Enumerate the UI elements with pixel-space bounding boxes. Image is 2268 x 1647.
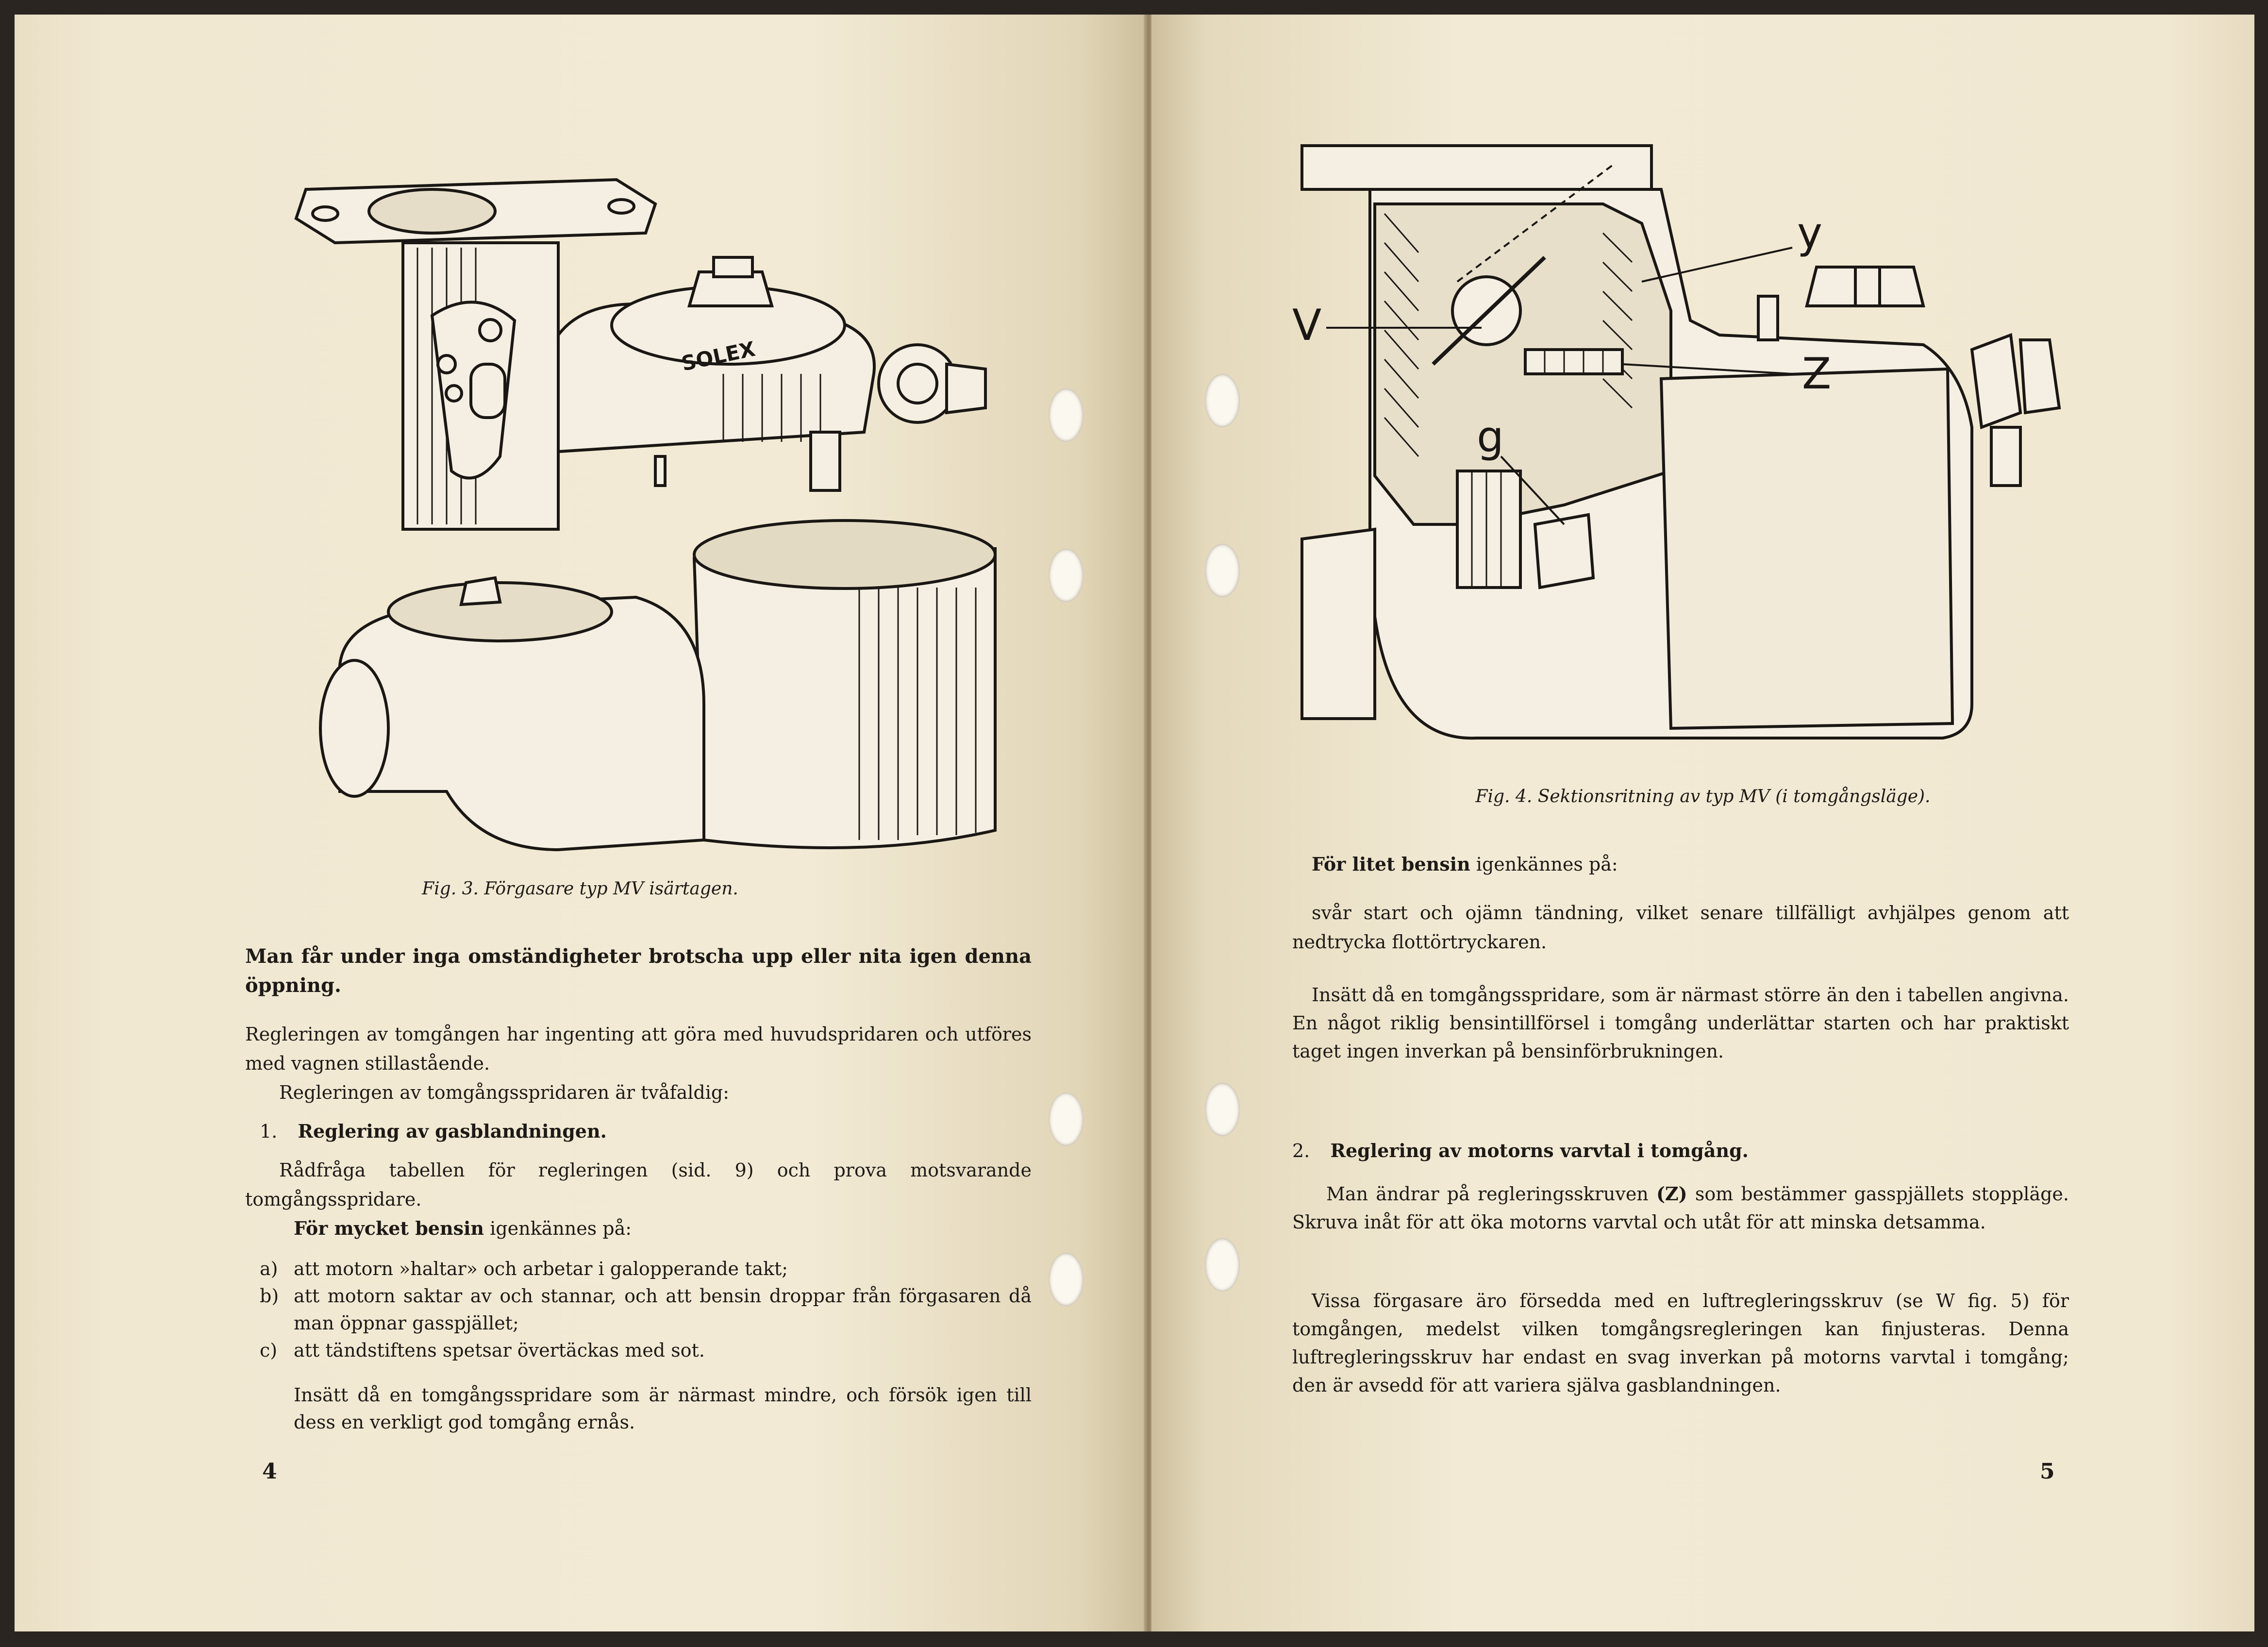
paragraph-air-screw: Vissa förgasare äro försedda med en luftregleringsskruv (se W fig. 5) för tomgången, medelst vilken tomgångsregleringen kan finjusteras. Denna luftregleringsskruv har endast en svag inverkan på motorns varvtal i tomgång; den är avsedd för att variera själva gasblandningen. — [1292, 1290, 2069, 1396]
section-2-number: 2. — [1292, 1140, 1310, 1161]
punch-hole — [1049, 549, 1084, 602]
page-5 — [1151, 15, 2254, 1631]
punch-hole — [1049, 1092, 1084, 1146]
list-item — [260, 1255, 1032, 1282]
label-v: V — [1292, 300, 1322, 350]
paragraph-idle-regulation: Regleringen av tomgången har ingenting att göra med huvudspridaren och utföres med vagnen stillastående. — [245, 1024, 1032, 1074]
paragraph-regulating-screw — [1292, 1180, 2069, 1236]
paragraph-consult-table: Rådfråga tabellen för regleringen (sid. 9) och prova motsvarande tomgångsspridare. — [245, 1160, 1032, 1210]
label-z: Z — [1802, 349, 1832, 399]
symptom-list — [260, 1255, 1032, 1364]
paragraph-regulating-screw-b: som bestämmer gasspjällets stoppläge. Skruva inåt för att öka motorns varvtal och utåt för att minska detsamma. — [1292, 1183, 2069, 1233]
too-much-fuel-rest: igenkännes på: — [484, 1218, 632, 1239]
punch-hole — [1049, 1253, 1084, 1306]
warning-text: Man får under inga omständigheter brotscha upp eller nita igen denna öppning. — [245, 945, 1032, 997]
figure-3-carburetor-disassembled — [286, 160, 1024, 864]
label-y: y — [1797, 208, 1823, 258]
page-number-left: 4 — [262, 1459, 277, 1484]
punch-hole — [1205, 1083, 1240, 1136]
solex-brand-text: SOLEX — [679, 336, 757, 376]
section-2-heading — [1292, 1136, 2069, 1165]
paragraph-insert-larger: Insätt då en tomgångsspridare, som är närmast större än den i tabellen angivna. En något riklig bensintillförsel i tomgång underlättar starten och har praktiskt taget ingen inverkan på bensinförbrukningen. — [1292, 984, 2069, 1062]
list-item-label: a) — [260, 1258, 278, 1279]
list-item-text: att motorn saktar av och stannar, och att bensin droppar från förgasaren då man öppnar gasspjället; — [294, 1285, 1032, 1334]
page-number-right: 5 — [2040, 1459, 2055, 1484]
section-1-number: 1. — [260, 1121, 278, 1142]
paragraph-hard-start: svår start och ojämn tändning, vilket senare tillfälligt avhjälpes genom att nedtrycka flottörtryckaren. — [1292, 902, 2069, 953]
figure-4-caption: Fig. 4. Sektionsritning av typ MV (i tomgångsläge). — [1475, 787, 1931, 807]
list-item — [260, 1337, 1032, 1364]
too-little-fuel-rest: igenkännes på: — [1470, 854, 1618, 875]
section-1-heading — [260, 1117, 1036, 1146]
too-little-fuel-label: För litet bensin — [1312, 853, 1470, 875]
list-item-label: c) — [260, 1340, 278, 1361]
punch-hole — [1205, 374, 1240, 427]
label-g: g — [1477, 412, 1504, 462]
paragraph-regulating-screw-a: Man ändrar på regleringsskruven — [1326, 1183, 1656, 1205]
list-item-text: att tändstiftens spetsar övertäckas med sot. — [294, 1340, 705, 1361]
punch-hole — [1205, 1238, 1240, 1292]
punch-hole — [1049, 388, 1084, 442]
section-2-title: Reglering av motorns varvtal i tomgång. — [1330, 1140, 1749, 1161]
screw-z-label: (Z) — [1656, 1183, 1687, 1205]
punch-hole — [1205, 544, 1240, 597]
paragraph-insert-smaller: Insätt då en tomgångsspridare som är närmast mindre, och försök igen till dess en verkligt god tomgång ernås. — [294, 1384, 1032, 1433]
list-item-text: att motorn »haltar» och arbetar i galopperande takt; — [294, 1258, 788, 1279]
too-much-fuel-heading — [294, 1214, 1022, 1243]
too-little-fuel-heading — [1312, 850, 2040, 879]
list-item — [260, 1282, 1032, 1337]
paragraph-twofold: Regleringen av tomgångsspridaren är tvåfaldig: — [279, 1082, 729, 1103]
section-1-title: Reglering av gasblandningen. — [298, 1120, 607, 1142]
too-much-fuel-label: För mycket bensin — [294, 1217, 484, 1239]
page-4 — [15, 15, 1146, 1631]
figure-3-caption: Fig. 3. Förgasare typ MV isärtagen. — [422, 879, 738, 899]
list-item-label: b) — [260, 1285, 279, 1307]
figure-4-section-drawing — [1292, 136, 2137, 757]
